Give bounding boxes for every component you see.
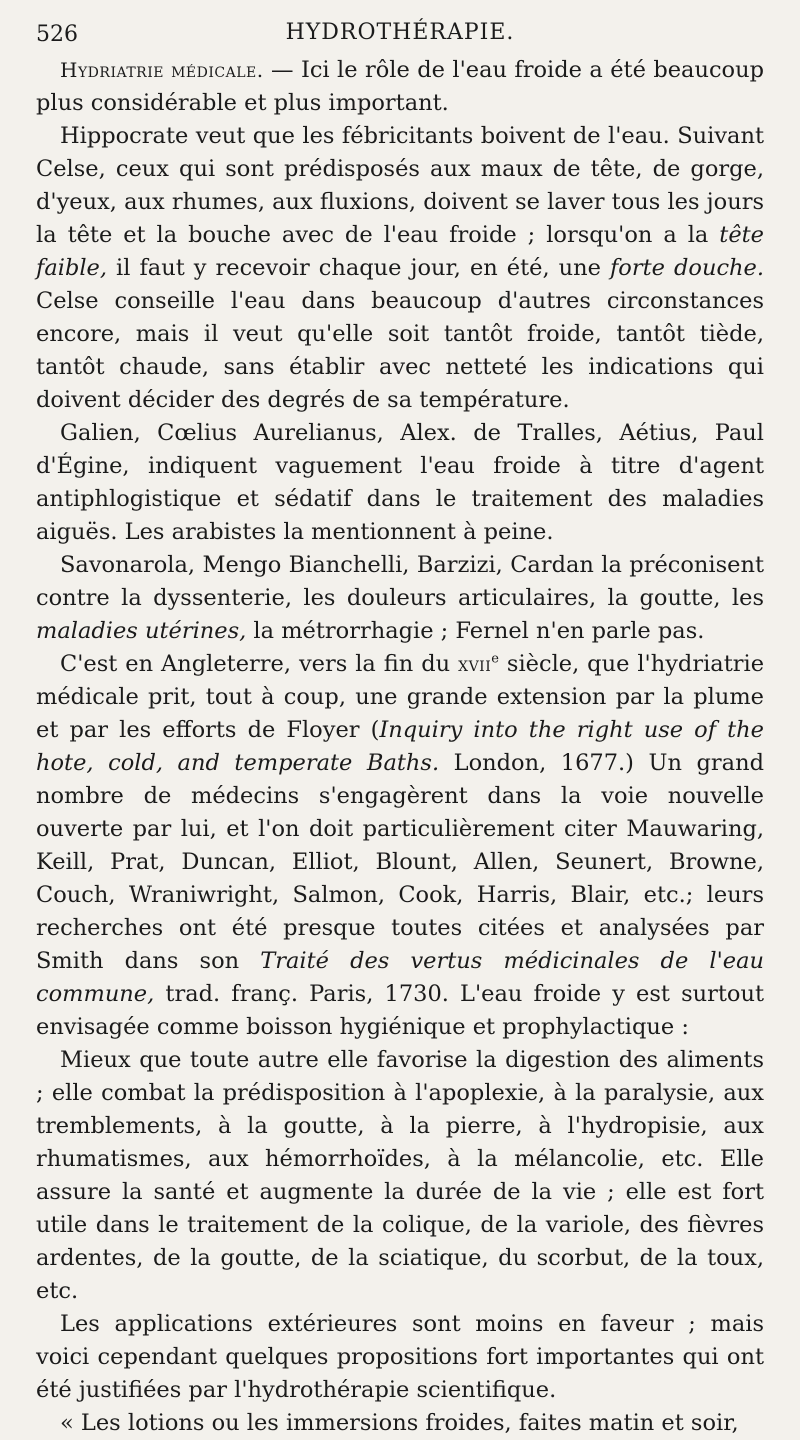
text-run: « Les lotions ou les immersions froides, faites matin et soir, [60,1410,739,1436]
paragraph-savonarola [36,549,764,648]
text-run: C'est en Angleterre, vers la fin du [60,651,459,677]
paragraph-applications [36,1308,764,1407]
superscript: e [491,651,499,667]
italic-run: tête faible, [36,222,764,281]
text-run: trad. franç. Paris, 1730. L'eau froide y est surtout envisagée comme boisson hygiénique et prophylactique : [36,981,764,1040]
paragraph-hydriatrie [36,54,764,120]
paragraph-lotions [36,1407,764,1440]
body-text [36,54,764,1440]
page-number: 526 [36,22,78,47]
text-run: il faut y recevoir chaque jour, en été, une [107,255,610,281]
running-title: HYDROTHÉRAPIE. [285,20,515,45]
paragraph-hippocrate [36,120,764,417]
text-run: London, 1677.) Un grand nombre de médecins s'engagèrent dans la voie nouvelle ouverte par lui, et l'on doit particulièrement citer Mauwaring, Keill, Prat, Duncan, Elliot, Blount, Allen, Seunert, Browne, Couch, Wraniwright, Salmon, Cook, Harris, Blair, etc.; leurs recherches ont été presque toutes citées et analysées par Smith dans son [36,750,764,974]
text-run: la métrorrhagie ; Fernel n'en parle pas. [246,618,705,644]
section-heading: Hydriatrie médicale. [60,58,264,82]
text-run: Celse conseille l'eau dans beaucoup d'autres circonstances encore, mais il veut qu'elle soit tantôt froide, tantôt tiède, tantôt chaude, sans établir avec netteté les indications qui doivent décider des degrés de sa température. [36,288,764,413]
italic-run: forte douche. [609,255,764,281]
text-run: Les applications extérieures sont moins en faveur ; mais voici cependant quelques propositions fort importantes qui ont été justifiées par l'hydrothérapie scientifique. [36,1311,764,1403]
paragraph-text: — Ici le rôle de l'eau froide a été beaucoup plus considérable et plus important. [36,57,764,116]
paragraph-mieux [36,1044,764,1308]
paragraph-galien [36,417,764,549]
text-run: siècle, que l'hydriatrie médicale prit, tout à coup, une grande extension par la plume et par les efforts de Floyer ( [36,651,765,743]
text-run: Galien, Cœlius Aurelianus, Alex. de Tralles, Aétius, Paul d'Égine, indiquent vaguement l'eau froide à titre d'agent antiphlogistique et sédatif dans le traitement des maladies aiguës. Les arabistes la mentionnent à peine. [36,420,764,545]
century-numeral: xvii [458,652,492,676]
text-run: Savonarola, Mengo Bianchelli, Barzizi, Cardan la préconisent contre la dyssenterie, les douleurs articulaires, la goutte, les [36,552,764,611]
text-run: Mieux que toute autre elle favorise la digestion des aliments ; elle combat la prédisposition à l'apoplexie, à la paralysie, aux tremblements, à la goutte, à la pierre, à l'hydropisie, aux rhumatismes, aux hémorrhoïdes, à la mélancolie, etc. Elle assure la santé et augmente la durée de la vie ; elle est fort utile dans le traitement de la colique, de la variole, des fièvres ardentes, de la goutte, de la sciatique, du scorbut, de la toux, etc. [36,1047,764,1304]
italic-run: Inquiry into the right use of the hote, cold, and temperate Baths. [36,717,764,776]
text-run: Hippocrate veut que les fébricitants boivent de l'eau. Suivant Celse, ceux qui sont prédisposés aux maux de tête, de gorge, d'yeux, aux rhumes, aux fluxions, doivent se laver tous les jours la tête et la bouche avec de l'eau froide ; lorsqu'on a la [36,123,764,248]
page-header [36,14,764,54]
italic-run: Traité des vertus médicinales de l'eau commune, [36,948,764,1007]
italic-run: maladies utérines, [36,618,247,644]
paragraph-angleterre [36,648,764,1044]
